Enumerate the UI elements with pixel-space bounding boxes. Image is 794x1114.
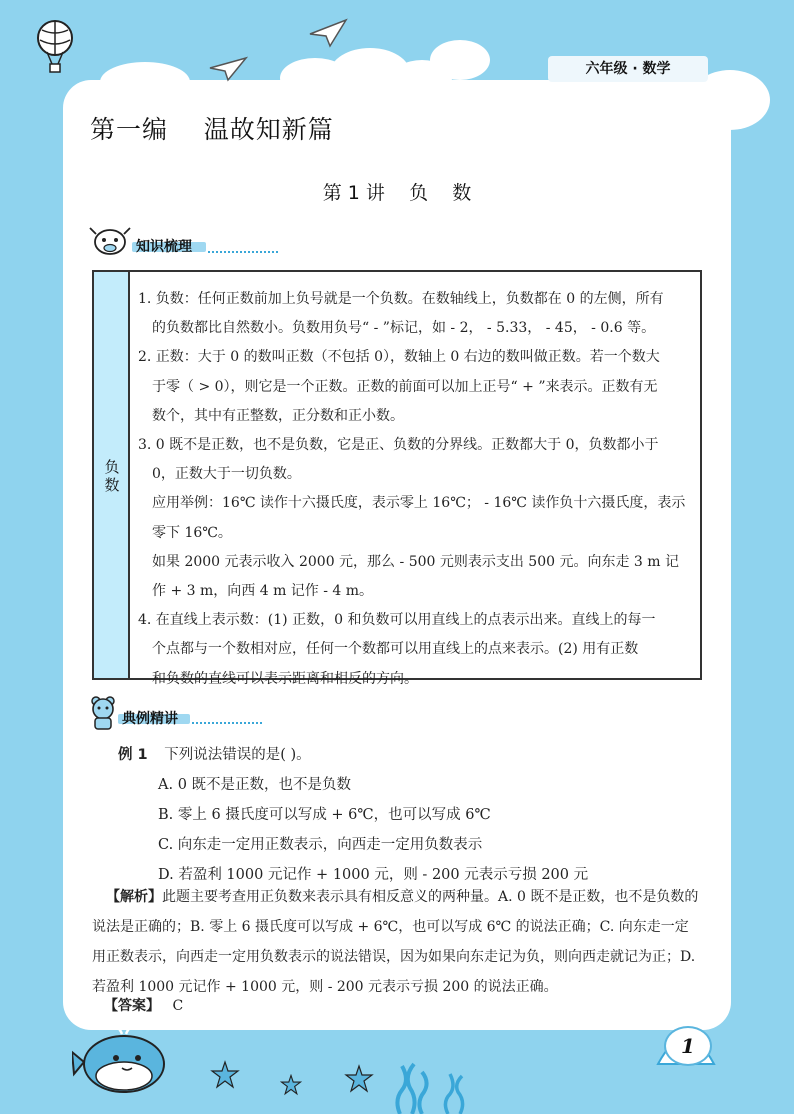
example-option: C. 向东走一定用正数表示，向西走一定用负数表示	[158, 837, 483, 853]
knowledge-line: 4. 在直线上表示数：(1) 正数，0 和负数可以用直线上的点表示出来。直线上的每一	[138, 612, 656, 629]
answer-value: C	[172, 998, 184, 1014]
knowledge-line: 和负数的直线可以表示距离和相反的方向。	[152, 670, 418, 687]
hot-air-balloon-icon	[30, 18, 80, 78]
answer-label: 【答案】	[104, 998, 160, 1014]
knowledge-line: 作 + 3 m，向西 4 m 记作 - 4 m。	[152, 583, 374, 600]
knowledge-line: 于零（ > 0），则它是一个正数。正数的前面可以加上正号“ + ”来表示。正数有无	[152, 378, 658, 395]
whale-icon	[72, 1022, 172, 1098]
example-question-text: 下列说法错误的是( )。	[164, 747, 311, 763]
example-option: A. 0 既不是正数，也不是负数	[158, 777, 352, 793]
unit-title: 第一编 温故知新篇	[90, 115, 334, 144]
example-option: D. 若盈利 1000 元记作 + 1000 元，则 - 200 元表示亏损 200 元	[158, 867, 589, 883]
starfish-icon	[280, 1074, 302, 1096]
paper-plane-icon	[308, 18, 348, 48]
paper-plane-icon	[208, 54, 248, 84]
dotted-rule	[208, 251, 278, 255]
seaweed-icon	[440, 1072, 470, 1114]
example-label: 例 1	[118, 747, 148, 763]
knowledge-line: 个点都与一个数相对应，任何一个数都可以用直线上的点来表示。(2) 用有正数	[152, 641, 639, 658]
knowledge-line: 应用举例：16℃ 读作十六摄氏度，表示零上 16℃； - 16℃ 读作负十六摄氏度，表示	[152, 495, 686, 512]
starfish-icon	[210, 1060, 240, 1090]
example-question	[118, 740, 588, 770]
knowledge-line: 如果 2000 元表示收入 2000 元，那么 - 500 元则表示支出 500 元。向东走 3 m 记	[152, 553, 680, 570]
knowledge-side-column	[94, 272, 130, 678]
knowledge-line: 2. 正数：大于 0 的数叫正数（不包括 0），数轴上 0 右边的数叫做正数。若一个数大	[138, 349, 660, 366]
knowledge-line: 零下 16℃。	[152, 524, 232, 541]
seaweed-icon	[392, 1060, 432, 1114]
answer-line	[104, 995, 183, 1015]
cloud-decoration	[430, 40, 490, 80]
knowledge-box	[92, 270, 702, 687]
bear-mascot-icon	[88, 694, 118, 730]
knowledge-content	[138, 285, 694, 694]
knowledge-heading: 知识梳理	[136, 239, 192, 255]
page-number: 1	[664, 1026, 712, 1066]
example-block	[118, 740, 588, 890]
knowledge-line: 的负数都比自然数小。负数用负号“ - ”标记，如 - 2， - 5.33， - 45， - 0.6 等。	[152, 320, 656, 337]
knowledge-line: 0，正数大于一切负数。	[152, 466, 301, 483]
cow-mascot-icon	[88, 222, 132, 258]
grade-subject-tag: 六年级 · 数学	[548, 56, 708, 82]
knowledge-line: 数个，其中有正整数，正分数和正小数。	[152, 407, 404, 424]
analysis-label: 【解析】	[106, 889, 162, 905]
example-option: B. 零上 6 摄氏度可以写成 + 6℃，也可以写成 6℃	[158, 807, 491, 823]
knowledge-line: 1. 负数：任何正数前加上负号就是一个负数。在数轴线上，负数都在 0 的左侧，所有	[138, 291, 664, 307]
knowledge-side-label: 负数	[104, 458, 120, 494]
starfish-icon	[344, 1064, 374, 1094]
dotted-rule	[192, 722, 262, 726]
example-heading: 典例精讲	[122, 711, 178, 727]
lesson-title: 第 1 讲 负 数	[322, 182, 472, 204]
analysis-text: 此题主要考查用正负数来表示具有相反意义的两种量。A. 0 既不是正数，也不是负数的说法是正确的；B. 零上 6 摄氏度可以写成 + 6℃，也可以写成 6℃ 的说法正确；C. 向东走一定用正数表示，向西走一定用负数表示的说法错误，因为如果向东走记为负，则向西走就记为正；D. 若盈利 1000 元记作 + 1000 元，则 - 200 元表示亏损 200 的说法正确。	[92, 889, 699, 995]
analysis-paragraph	[92, 882, 702, 1002]
knowledge-line: 3. 0 既不是正数，也不是负数，它是正、负数的分界线。正数都大于 0，负数都小于	[138, 437, 659, 454]
